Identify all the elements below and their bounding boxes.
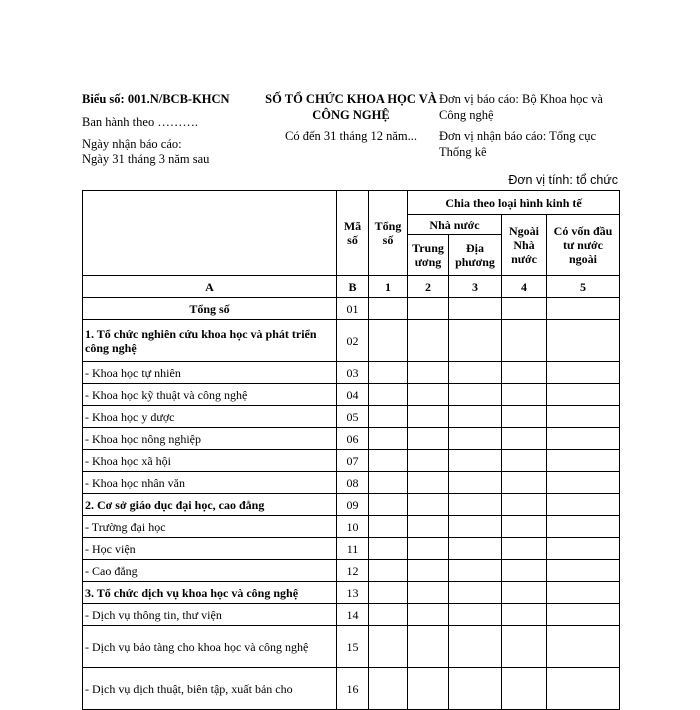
unit-note: Đơn vị tính: tổ chức: [508, 173, 618, 187]
table-row: [83, 320, 620, 362]
header-local: Địa phương: [449, 235, 502, 276]
value-cell[interactable]: [408, 582, 449, 604]
row-code: 09: [337, 494, 369, 516]
table-row: [83, 626, 620, 668]
receive-date-value: Ngày 31 tháng 3 năm sau: [82, 152, 210, 166]
table-row: [83, 668, 620, 710]
value-cell[interactable]: [369, 626, 408, 668]
row-label: - Dịch vụ thông tin, thư viện: [83, 604, 337, 626]
value-cell[interactable]: [502, 428, 547, 450]
header-central: Trung ương: [408, 235, 449, 276]
statistics-table: [82, 190, 620, 710]
value-cell[interactable]: [449, 298, 502, 320]
table-row: [83, 560, 620, 582]
row-label: - Khoa học nông nghiệp: [83, 428, 337, 450]
table-row: [83, 604, 620, 626]
value-cell[interactable]: [408, 428, 449, 450]
value-cell[interactable]: [369, 450, 408, 472]
receiving-unit: Đơn vị nhận báo cáo: Tổng cục Thống kê: [439, 129, 597, 159]
value-cell[interactable]: [408, 538, 449, 560]
value-cell[interactable]: [547, 582, 620, 604]
value-cell[interactable]: [449, 538, 502, 560]
form-code: Biểu số: 001.N/BCB-KHCN: [82, 92, 230, 106]
receive-date-label: Ngày nhận báo cáo:: [82, 137, 182, 151]
table-row: [83, 406, 620, 428]
value-cell[interactable]: [502, 668, 547, 710]
value-cell[interactable]: [502, 384, 547, 406]
value-cell[interactable]: [449, 450, 502, 472]
value-cell[interactable]: [369, 604, 408, 626]
value-cell[interactable]: [502, 406, 547, 428]
report-title: SỐ TỔ CHỨC KHOA HỌC VÀ CÔNG NGHỆ: [265, 92, 437, 122]
issued-by: Ban hành theo ……….: [82, 115, 198, 129]
value-cell[interactable]: [547, 384, 620, 406]
table-row: [83, 428, 620, 450]
header-foreign: Có vốn đầu tư nước ngoài: [547, 215, 620, 276]
value-cell[interactable]: [449, 516, 502, 538]
value-cell[interactable]: [502, 494, 547, 516]
value-cell[interactable]: [547, 494, 620, 516]
table-row: [83, 450, 620, 472]
row-label: - Cao đẳng: [83, 560, 337, 582]
row-code: 05: [337, 406, 369, 428]
value-cell[interactable]: [408, 406, 449, 428]
value-cell[interactable]: [369, 516, 408, 538]
value-cell[interactable]: [449, 472, 502, 494]
value-cell[interactable]: [449, 560, 502, 582]
value-cell[interactable]: [449, 626, 502, 668]
table-row: [83, 538, 620, 560]
row-label: - Trường đại học: [83, 516, 337, 538]
value-cell[interactable]: [369, 538, 408, 560]
value-cell[interactable]: [547, 626, 620, 668]
value-cell[interactable]: [369, 362, 408, 384]
header-total: Tổng số: [369, 191, 408, 276]
value-cell[interactable]: [449, 362, 502, 384]
header-code: Mã số: [337, 191, 369, 276]
value-cell[interactable]: [408, 472, 449, 494]
column-index-cell: 4: [502, 276, 547, 298]
value-cell[interactable]: [547, 604, 620, 626]
row-label: - Dịch vụ dịch thuật, biên tập, xuất bản cho: [83, 668, 337, 710]
value-cell[interactable]: [502, 362, 547, 384]
value-cell[interactable]: [547, 428, 620, 450]
row-label: - Khoa học xã hội: [83, 450, 337, 472]
row-code: 11: [337, 538, 369, 560]
value-cell[interactable]: [547, 298, 620, 320]
value-cell[interactable]: [408, 320, 449, 362]
value-cell[interactable]: [408, 560, 449, 582]
value-cell[interactable]: [408, 494, 449, 516]
header-state: Nhà nước: [408, 215, 502, 235]
value-cell[interactable]: [369, 668, 408, 710]
value-cell[interactable]: [502, 538, 547, 560]
value-cell[interactable]: [369, 384, 408, 406]
table-row: [83, 472, 620, 494]
value-cell[interactable]: [547, 362, 620, 384]
value-cell[interactable]: [369, 428, 408, 450]
value-cell[interactable]: [369, 472, 408, 494]
value-cell[interactable]: [502, 450, 547, 472]
value-cell[interactable]: [408, 668, 449, 710]
value-cell[interactable]: [449, 494, 502, 516]
row-code: 12: [337, 560, 369, 582]
row-code: 16: [337, 668, 369, 710]
value-cell[interactable]: [408, 604, 449, 626]
row-label: - Khoa học kỹ thuật và công nghệ: [83, 384, 337, 406]
value-cell[interactable]: [547, 538, 620, 560]
value-cell[interactable]: [449, 320, 502, 362]
row-label: 1. Tổ chức nghiên cứu khoa học và phát triển công nghệ: [83, 320, 337, 362]
column-index-cell: B: [337, 276, 369, 298]
value-cell[interactable]: [547, 668, 620, 710]
table-row: [83, 362, 620, 384]
as-of-date: Có đến 31 tháng 12 năm...: [285, 129, 417, 143]
value-cell[interactable]: [449, 604, 502, 626]
table-row: [83, 582, 620, 604]
value-cell[interactable]: [408, 450, 449, 472]
row-code: 07: [337, 450, 369, 472]
row-code: 13: [337, 582, 369, 604]
value-cell[interactable]: [408, 384, 449, 406]
value-cell[interactable]: [502, 604, 547, 626]
column-index-row: [83, 276, 620, 298]
table-row: [83, 384, 620, 406]
value-cell[interactable]: [502, 298, 547, 320]
header-non-state: Ngoài Nhà nước: [502, 215, 547, 276]
column-index-cell: 1: [369, 276, 408, 298]
value-cell[interactable]: [502, 320, 547, 362]
value-cell[interactable]: [449, 428, 502, 450]
value-cell[interactable]: [369, 494, 408, 516]
row-label: - Khoa học nhân văn: [83, 472, 337, 494]
value-cell[interactable]: [369, 560, 408, 582]
value-cell[interactable]: [547, 320, 620, 362]
row-label: - Khoa học tự nhiên: [83, 362, 337, 384]
row-code: 04: [337, 384, 369, 406]
value-cell[interactable]: [369, 406, 408, 428]
value-cell[interactable]: [547, 516, 620, 538]
value-cell[interactable]: [547, 406, 620, 428]
value-cell[interactable]: [502, 472, 547, 494]
value-cell[interactable]: [369, 298, 408, 320]
table-row: [83, 298, 620, 320]
row-code: 08: [337, 472, 369, 494]
value-cell[interactable]: [502, 560, 547, 582]
row-code: 06: [337, 428, 369, 450]
row-code: 14: [337, 604, 369, 626]
row-label: Tổng số: [83, 298, 337, 320]
row-label: 3. Tổ chức dịch vụ khoa học và công nghệ: [83, 582, 337, 604]
column-index-cell: A: [83, 276, 337, 298]
value-cell[interactable]: [408, 626, 449, 668]
value-cell[interactable]: [547, 450, 620, 472]
row-code: 03: [337, 362, 369, 384]
column-index-cell: 2: [408, 276, 449, 298]
table-row: [83, 516, 620, 538]
value-cell[interactable]: [449, 582, 502, 604]
row-label: - Khoa học y dược: [83, 406, 337, 428]
value-cell[interactable]: [408, 362, 449, 384]
value-cell[interactable]: [449, 384, 502, 406]
row-code: 01: [337, 298, 369, 320]
header-name-cell: [83, 191, 337, 276]
value-cell[interactable]: [502, 582, 547, 604]
row-label: - Dịch vụ bảo tàng cho khoa học và công nghệ: [83, 626, 337, 668]
row-label: - Học viện: [83, 538, 337, 560]
column-index-cell: 3: [449, 276, 502, 298]
value-cell[interactable]: [449, 406, 502, 428]
row-code: 10: [337, 516, 369, 538]
value-cell[interactable]: [547, 560, 620, 582]
value-cell[interactable]: [502, 626, 547, 668]
table-row: [83, 494, 620, 516]
value-cell[interactable]: [369, 320, 408, 362]
value-cell[interactable]: [547, 472, 620, 494]
value-cell[interactable]: [408, 298, 449, 320]
reporting-unit: Đơn vị báo cáo: Bộ Khoa học và Công nghệ: [439, 92, 603, 122]
value-cell[interactable]: [502, 516, 547, 538]
value-cell[interactable]: [369, 582, 408, 604]
value-cell[interactable]: [408, 516, 449, 538]
column-index-cell: 5: [547, 276, 620, 298]
value-cell[interactable]: [449, 668, 502, 710]
row-code: 15: [337, 626, 369, 668]
row-label: 2. Cơ sở giáo dục đại học, cao đẳng: [83, 494, 337, 516]
header-by-type: Chia theo loại hình kinh tế: [408, 191, 620, 215]
row-code: 02: [337, 320, 369, 362]
